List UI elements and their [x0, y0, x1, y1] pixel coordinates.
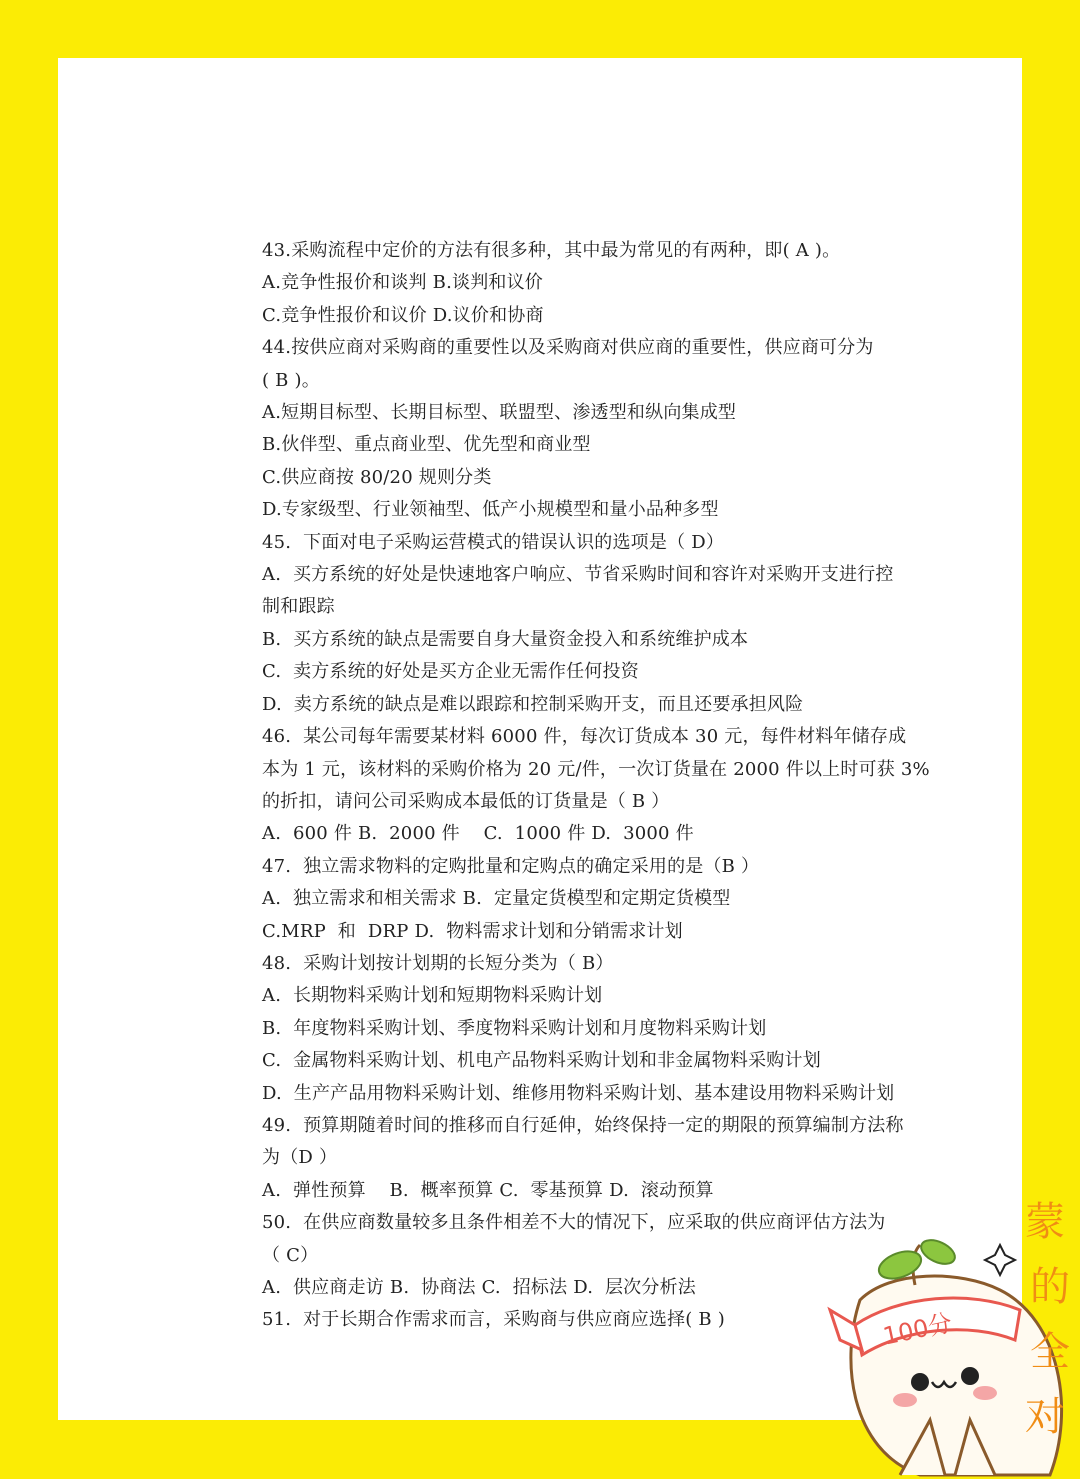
text-line: D. 卖方系统的缺点是难以跟踪和控制采购开支，而且还要承担风险	[262, 693, 804, 715]
left-eye	[911, 1373, 929, 1391]
caption-char-2: 的	[1030, 1264, 1070, 1310]
text-line: 46. 某公司每年需要某材料 6000 件，每次订货成本 30 元，每件材料年储存成	[262, 726, 907, 748]
text-line: （ C）	[262, 1244, 319, 1266]
caption-char-4: 对	[1025, 1394, 1065, 1440]
text-line: A.竞争性报价和谈判 B.谈判和议价	[262, 272, 543, 294]
text-line: ( B )。	[262, 369, 320, 391]
text-line: C.竞争性报价和议价 D.议价和协商	[262, 304, 544, 326]
sparkle-icon	[985, 1245, 1015, 1275]
text-line: A. 独立需求和相关需求 B. 定量定货模型和定期定货模型	[262, 888, 731, 910]
text-line: 49. 预算期随着时间的推移而自行延伸，始终保持一定的期限的预算编制方法称	[262, 1114, 904, 1136]
text-line: 48. 采购计划按计划期的长短分类为（ B）	[262, 952, 614, 974]
text-line: C.MRP 和 DRP D. 物料需求计划和分销需求计划	[262, 920, 683, 942]
text-line: 44.按供应商对采购商的重要性以及采购商对供应商的重要性，供应商可分为	[262, 337, 874, 359]
text-line: 51. 对于长期合作需求而言，采购商与供应商应选择( B )	[262, 1309, 725, 1331]
right-eye	[961, 1367, 979, 1385]
text-line: 50. 在供应商数量较多且条件相差不大的情况下，应采取的供应商评估方法为	[262, 1212, 886, 1234]
text-line: C.供应商按 80/20 规则分类	[262, 466, 492, 488]
text-line: C. 金属物料采购计划、机电产品物料采购计划和非金属物料采购计划	[262, 1050, 821, 1072]
caption-char-3: 全	[1030, 1329, 1070, 1375]
text-line: A. 买方系统的好处是快速地客户响应、节省采购时间和容许对采购开支进行控	[262, 564, 894, 586]
text-line: A. 600 件 B. 2000 件 C. 1000 件 D. 3000 件	[262, 823, 694, 845]
right-blush	[973, 1386, 997, 1400]
caption-char-1: 蒙	[1025, 1199, 1065, 1245]
headband-text: 100分	[880, 1308, 955, 1351]
text-line: D.专家级型、行业领袖型、低产小规模型和量小品种多型	[262, 499, 719, 521]
mascot-sticker	[820, 1190, 1080, 1479]
text-line: 为（D ）	[262, 1147, 338, 1169]
text-line: 本为 1 元，该材料的采购价格为 20 元/件，一次订货量在 2000 件以上时可获 3%	[262, 758, 930, 780]
text-line: 43.采购流程中定价的方法有很多种，其中最为常见的有两种，即( A )。	[262, 240, 841, 261]
question-list	[262, 235, 952, 1337]
text-line: 的折扣，请问公司采购成本最低的订货量是（ B ）	[262, 790, 670, 812]
text-line: B. 买方系统的缺点是需要自身大量资金投入和系统维护成本	[262, 628, 749, 650]
text-line: 45. 下面对电子采购运营模式的错误认识的选项是（ D）	[262, 531, 725, 553]
text-line: A.短期目标型、长期目标型、联盟型、渗透型和纵向集成型	[262, 402, 737, 424]
text-line: A. 长期物料采购计划和短期物料采购计划	[262, 985, 603, 1007]
text-line: A. 弹性预算 B. 概率预算 C. 零基预算 D. 滚动预算	[262, 1179, 714, 1201]
text-line: B.伙伴型、重点商业型、优先型和商业型	[262, 434, 591, 456]
text-line: B. 年度物料采购计划、季度物料采购计划和月度物料采购计划	[262, 1017, 767, 1039]
left-blush	[893, 1393, 917, 1407]
text-line: 制和跟踪	[262, 596, 335, 618]
text-line: 47. 独立需求物料的定购批量和定购点的确定采用的是（B ）	[262, 855, 760, 877]
text-line: D. 生产产品用物料采购计划、维修用物料采购计划、基本建设用物料采购计划	[262, 1082, 895, 1104]
text-line: A. 供应商走访 B. 协商法 C. 招标法 D. 层次分析法	[262, 1277, 696, 1298]
text-line: C. 卖方系统的好处是买方企业无需作任何投资	[262, 661, 639, 683]
